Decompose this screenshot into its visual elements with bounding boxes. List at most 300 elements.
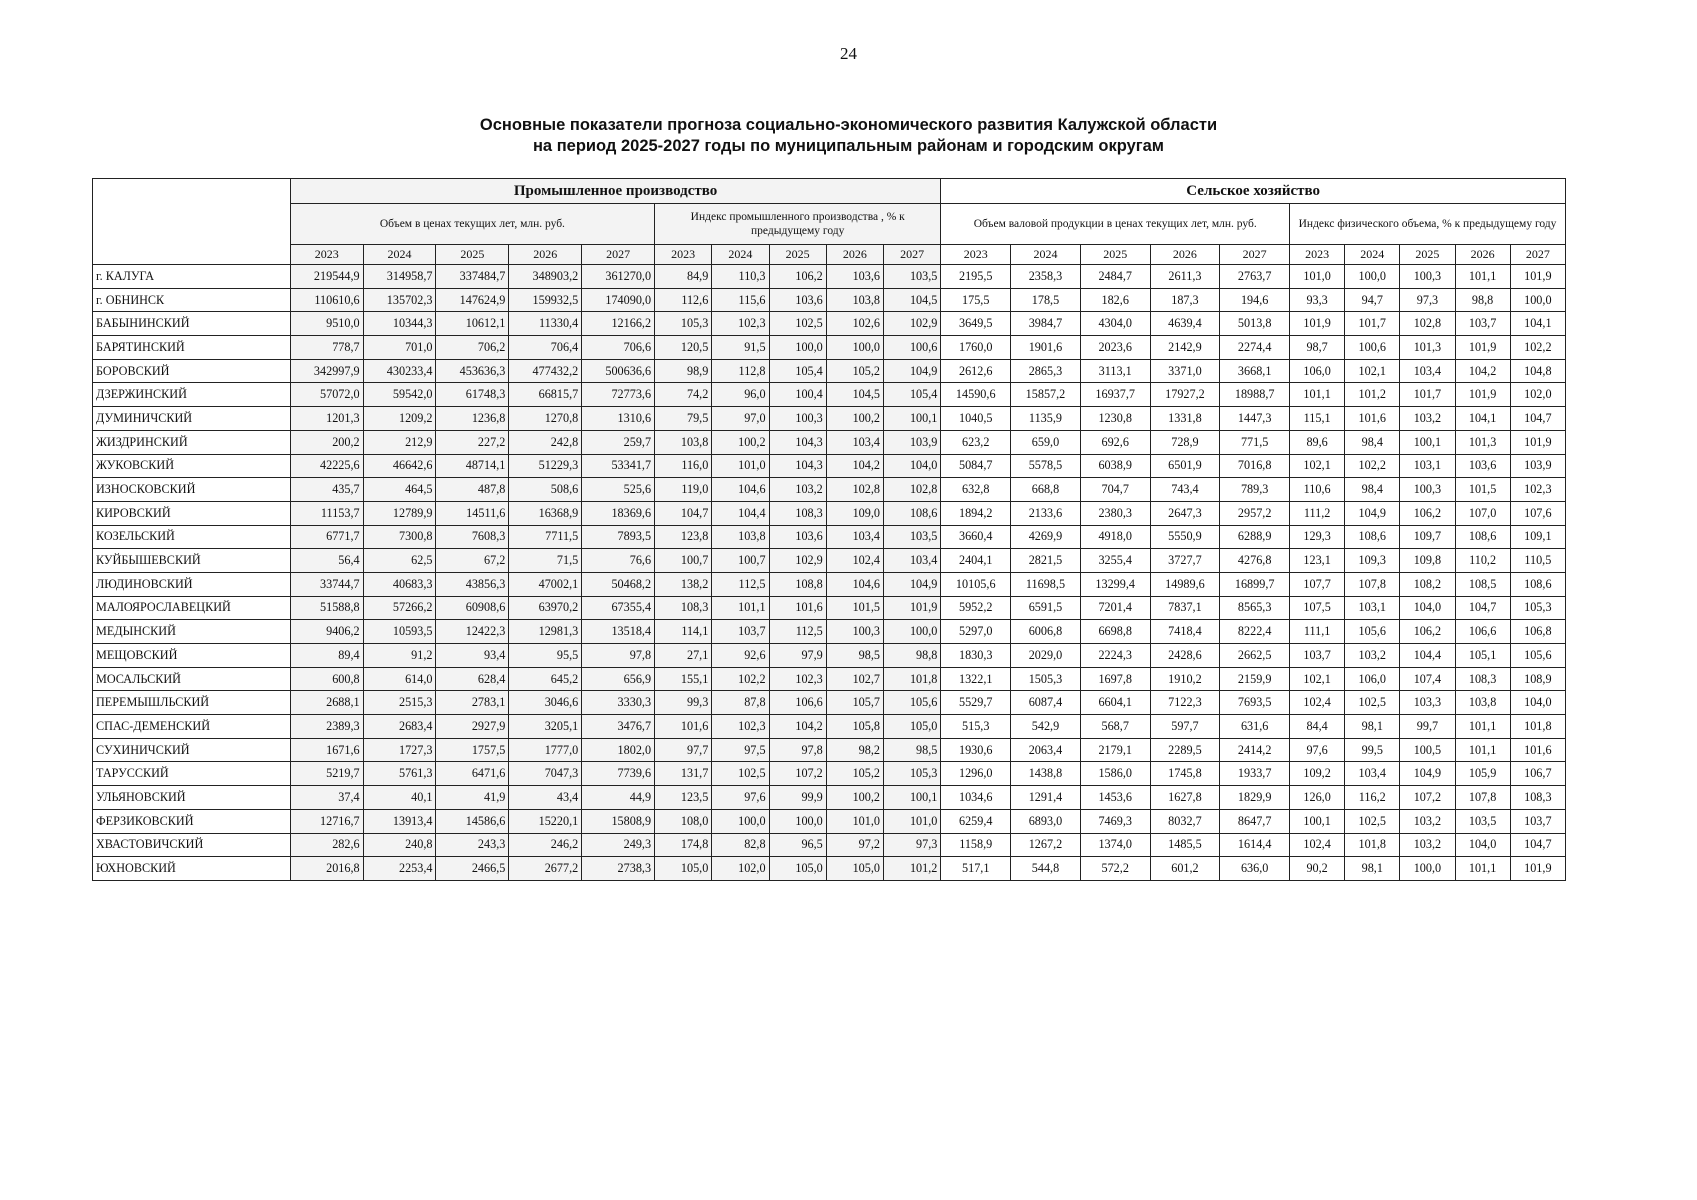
value-cell: 108,6 (1455, 525, 1510, 549)
value-cell: 1745,8 (1150, 762, 1220, 786)
value-cell: 97,6 (1290, 738, 1345, 762)
value-cell: 103,7 (1290, 644, 1345, 668)
value-cell: 568,7 (1080, 715, 1150, 739)
value-cell: 108,6 (884, 501, 941, 525)
value-cell: 243,3 (436, 833, 509, 857)
value-cell: 112,5 (712, 572, 769, 596)
value-cell: 108,8 (769, 572, 826, 596)
value-cell: 1322,1 (941, 667, 1011, 691)
value-cell: 110,2 (1455, 549, 1510, 573)
value-cell: 109,3 (1345, 549, 1400, 573)
value-cell: 97,6 (712, 786, 769, 810)
value-cell: 103,4 (826, 430, 883, 454)
year-header: 2025 (1080, 245, 1150, 265)
value-cell: 103,7 (1510, 809, 1565, 833)
value-cell: 107,0 (1455, 501, 1510, 525)
value-cell: 542,9 (1011, 715, 1081, 739)
value-cell: 1614,4 (1220, 833, 1290, 857)
industry-volume-header: Объем в ценах текущих лет, млн. руб. (290, 204, 654, 245)
value-cell: 9406,2 (290, 620, 363, 644)
value-cell: 102,3 (769, 667, 826, 691)
value-cell: 100,0 (884, 620, 941, 644)
value-cell: 174,8 (655, 833, 712, 857)
value-cell: 1158,9 (941, 833, 1011, 857)
value-cell: 101,9 (1455, 383, 1510, 407)
table-row (93, 762, 1566, 786)
value-cell: 636,0 (1220, 857, 1290, 881)
value-cell: 16899,7 (1220, 572, 1290, 596)
value-cell: 100,7 (655, 549, 712, 573)
document-title (0, 115, 1697, 157)
value-cell: 98,4 (1345, 430, 1400, 454)
value-cell: 5297,0 (941, 620, 1011, 644)
value-cell: 5761,3 (363, 762, 436, 786)
value-cell: 6087,4 (1011, 691, 1081, 715)
value-cell: 13518,4 (582, 620, 655, 644)
value-cell: 123,1 (1290, 549, 1345, 573)
year-header: 2023 (655, 245, 712, 265)
year-header: 2027 (582, 245, 655, 265)
value-cell: 728,9 (1150, 430, 1220, 454)
value-cell: 101,6 (1345, 407, 1400, 431)
value-cell: 67,2 (436, 549, 509, 573)
value-cell: 1438,8 (1011, 762, 1081, 786)
value-cell: 43,4 (509, 786, 582, 810)
value-cell: 175,5 (941, 288, 1011, 312)
value-cell: 1447,3 (1220, 407, 1290, 431)
value-cell: 101,2 (884, 857, 941, 881)
value-cell: 105,3 (884, 762, 941, 786)
value-cell: 71,5 (509, 549, 582, 573)
value-cell: 515,3 (941, 715, 1011, 739)
value-cell: 97,9 (769, 644, 826, 668)
value-cell: 42225,6 (290, 454, 363, 478)
value-cell: 104,6 (712, 478, 769, 502)
value-cell: 17927,2 (1150, 383, 1220, 407)
value-cell: 104,3 (769, 454, 826, 478)
year-header: 2024 (712, 245, 769, 265)
value-cell: 102,8 (826, 478, 883, 502)
year-header: 2026 (1150, 245, 1220, 265)
value-cell: 789,3 (1220, 478, 1290, 502)
value-cell: 102,4 (1290, 691, 1345, 715)
value-cell: 8565,3 (1220, 596, 1290, 620)
value-cell: 102,2 (1345, 454, 1400, 478)
value-cell: 2738,3 (582, 857, 655, 881)
value-cell: 15220,1 (509, 809, 582, 833)
value-cell: 103,8 (712, 525, 769, 549)
value-cell: 97,2 (826, 833, 883, 857)
value-cell: 600,8 (290, 667, 363, 691)
district-name: БАБЫНИНСКИЙ (93, 312, 291, 336)
value-cell: 98,4 (1345, 478, 1400, 502)
table-row (93, 336, 1566, 360)
value-cell: 103,6 (826, 265, 883, 289)
district-name: КИРОВСКИЙ (93, 501, 291, 525)
value-cell: 123,8 (655, 525, 712, 549)
value-cell: 3476,7 (582, 715, 655, 739)
value-cell: 106,7 (1510, 762, 1565, 786)
value-cell: 102,6 (826, 312, 883, 336)
value-cell: 103,2 (1400, 809, 1455, 833)
value-cell: 106,0 (1290, 359, 1345, 383)
value-cell: 67355,4 (582, 596, 655, 620)
table-row (93, 288, 1566, 312)
value-cell: 2404,1 (941, 549, 1011, 573)
value-cell: 1291,4 (1011, 786, 1081, 810)
table-row (93, 857, 1566, 881)
value-cell: 57266,2 (363, 596, 436, 620)
value-cell: 453636,3 (436, 359, 509, 383)
value-cell: 11698,5 (1011, 572, 1081, 596)
value-cell: 100,0 (1345, 265, 1400, 289)
value-cell: 107,4 (1400, 667, 1455, 691)
value-cell: 101,6 (769, 596, 826, 620)
value-cell: 1760,0 (941, 336, 1011, 360)
value-cell: 89,6 (1290, 430, 1345, 454)
value-cell: 105,2 (826, 359, 883, 383)
value-cell: 102,1 (1290, 454, 1345, 478)
value-cell: 120,5 (655, 336, 712, 360)
value-cell: 109,8 (1400, 549, 1455, 573)
value-cell: 337484,7 (436, 265, 509, 289)
value-cell: 104,5 (884, 288, 941, 312)
value-cell: 100,3 (769, 407, 826, 431)
value-cell: 10593,5 (363, 620, 436, 644)
value-cell: 525,6 (582, 478, 655, 502)
value-cell: 61748,3 (436, 383, 509, 407)
value-cell: 101,7 (1400, 383, 1455, 407)
value-cell: 103,6 (769, 525, 826, 549)
value-cell: 508,6 (509, 478, 582, 502)
value-cell: 242,8 (509, 430, 582, 454)
value-cell: 107,2 (1400, 786, 1455, 810)
value-cell: 200,2 (290, 430, 363, 454)
value-cell: 7837,1 (1150, 596, 1220, 620)
value-cell: 103,2 (1400, 833, 1455, 857)
table-row (93, 549, 1566, 573)
district-name: СУХИНИЧСКИЙ (93, 738, 291, 762)
value-cell: 7201,4 (1080, 596, 1150, 620)
value-cell: 14511,6 (436, 501, 509, 525)
value-cell: 100,0 (826, 336, 883, 360)
value-cell: 2662,5 (1220, 644, 1290, 668)
value-cell: 105,0 (826, 857, 883, 881)
value-cell: 108,3 (769, 501, 826, 525)
value-cell: 487,8 (436, 478, 509, 502)
value-cell: 101,6 (655, 715, 712, 739)
table-row (93, 383, 1566, 407)
value-cell: 1485,5 (1150, 833, 1220, 857)
value-cell: 771,5 (1220, 430, 1290, 454)
value-cell: 59542,0 (363, 383, 436, 407)
district-name: МАЛОЯРОСЛАВЕЦКИЙ (93, 596, 291, 620)
value-cell: 435,7 (290, 478, 363, 502)
value-cell: 12981,3 (509, 620, 582, 644)
value-cell: 116,0 (655, 454, 712, 478)
value-cell: 614,0 (363, 667, 436, 691)
value-cell: 259,7 (582, 430, 655, 454)
value-cell: 101,5 (826, 596, 883, 620)
value-cell: 129,3 (1290, 525, 1345, 549)
value-cell: 9510,0 (290, 312, 363, 336)
value-cell: 102,3 (712, 312, 769, 336)
value-cell: 2957,2 (1220, 501, 1290, 525)
value-cell: 105,6 (884, 691, 941, 715)
value-cell: 101,1 (1290, 383, 1345, 407)
value-cell: 3984,7 (1011, 312, 1081, 336)
value-cell: 104,3 (769, 430, 826, 454)
value-cell: 6893,0 (1011, 809, 1081, 833)
value-cell: 212,9 (363, 430, 436, 454)
district-name: БАРЯТИНСКИЙ (93, 336, 291, 360)
year-header: 2024 (1345, 245, 1400, 265)
value-cell: 4639,4 (1150, 312, 1220, 336)
value-cell: 7693,5 (1220, 691, 1290, 715)
value-cell: 93,3 (1290, 288, 1345, 312)
value-cell: 51229,3 (509, 454, 582, 478)
value-cell: 97,3 (884, 833, 941, 857)
value-cell: 103,2 (1400, 407, 1455, 431)
district-name: ДУМИНИЧСКИЙ (93, 407, 291, 431)
value-cell: 104,6 (826, 572, 883, 596)
value-cell: 100,0 (769, 809, 826, 833)
value-cell: 361270,0 (582, 265, 655, 289)
value-cell: 101,8 (1345, 833, 1400, 857)
value-cell: 103,8 (826, 288, 883, 312)
value-cell: 100,0 (712, 809, 769, 833)
value-cell: 2515,3 (363, 691, 436, 715)
value-cell: 102,9 (884, 312, 941, 336)
value-cell: 103,6 (769, 288, 826, 312)
value-cell: 109,2 (1290, 762, 1345, 786)
year-header: 2027 (884, 245, 941, 265)
value-cell: 84,4 (1290, 715, 1345, 739)
value-cell: 2179,1 (1080, 738, 1150, 762)
value-cell: 51588,8 (290, 596, 363, 620)
value-cell: 101,3 (1400, 336, 1455, 360)
value-cell: 628,4 (436, 667, 509, 691)
value-cell: 12422,3 (436, 620, 509, 644)
table-row (93, 430, 1566, 454)
value-cell: 194,6 (1220, 288, 1290, 312)
value-cell: 103,8 (1455, 691, 1510, 715)
agriculture-section-header: Сельское хозяйство (941, 179, 1566, 204)
value-cell: 72773,6 (582, 383, 655, 407)
value-cell: 623,2 (941, 430, 1011, 454)
year-header: 2024 (363, 245, 436, 265)
value-cell: 7300,8 (363, 525, 436, 549)
value-cell: 10612,1 (436, 312, 509, 336)
value-cell: 107,2 (769, 762, 826, 786)
value-cell: 517,1 (941, 857, 1011, 881)
value-cell: 14989,6 (1150, 572, 1220, 596)
value-cell: 6288,9 (1220, 525, 1290, 549)
value-cell: 6471,6 (436, 762, 509, 786)
value-cell: 99,3 (655, 691, 712, 715)
value-cell: 108,6 (1510, 572, 1565, 596)
value-cell: 101,0 (1290, 265, 1345, 289)
value-cell: 103,6 (1455, 454, 1510, 478)
year-header: 2023 (1290, 245, 1345, 265)
value-cell: 98,8 (884, 644, 941, 668)
value-cell: 701,0 (363, 336, 436, 360)
value-cell: 100,3 (1400, 265, 1455, 289)
table-row (93, 596, 1566, 620)
value-cell: 110,3 (712, 265, 769, 289)
value-cell: 7418,4 (1150, 620, 1220, 644)
value-cell: 15808,9 (582, 809, 655, 833)
year-header: 2026 (1455, 245, 1510, 265)
value-cell: 100,0 (1510, 288, 1565, 312)
value-cell: 348903,2 (509, 265, 582, 289)
value-cell: 1310,6 (582, 407, 655, 431)
value-cell: 108,0 (655, 809, 712, 833)
value-cell: 1209,2 (363, 407, 436, 431)
table-body (93, 265, 1566, 881)
value-cell: 2142,9 (1150, 336, 1220, 360)
value-cell: 3330,3 (582, 691, 655, 715)
value-cell: 131,7 (655, 762, 712, 786)
value-cell: 100,6 (1345, 336, 1400, 360)
value-cell: 101,1 (1455, 738, 1510, 762)
value-cell: 5550,9 (1150, 525, 1220, 549)
table-row (93, 738, 1566, 762)
value-cell: 1910,2 (1150, 667, 1220, 691)
value-cell: 104,7 (1510, 407, 1565, 431)
value-cell: 101,9 (884, 596, 941, 620)
district-name: ЖИЗДРИНСКИЙ (93, 430, 291, 454)
value-cell: 101,2 (1345, 383, 1400, 407)
district-header (93, 179, 291, 265)
value-cell: 112,6 (655, 288, 712, 312)
agriculture-volume-header: Объем валовой продукции в ценах текущих лет, млн. руб. (941, 204, 1290, 245)
value-cell: 98,5 (884, 738, 941, 762)
value-cell: 597,7 (1150, 715, 1220, 739)
value-cell: 97,7 (655, 738, 712, 762)
table-row (93, 786, 1566, 810)
district-name: ТАРУССКИЙ (93, 762, 291, 786)
value-cell: 2611,3 (1150, 265, 1220, 289)
value-cell: 108,3 (1510, 786, 1565, 810)
value-cell: 8647,7 (1220, 809, 1290, 833)
value-cell: 104,0 (1400, 596, 1455, 620)
value-cell: 16368,9 (509, 501, 582, 525)
value-cell: 74,2 (655, 383, 712, 407)
value-cell: 105,4 (769, 359, 826, 383)
value-cell: 2612,6 (941, 359, 1011, 383)
value-cell: 40683,3 (363, 572, 436, 596)
value-cell: 104,9 (1345, 501, 1400, 525)
value-cell: 1270,8 (509, 407, 582, 431)
value-cell: 16937,7 (1080, 383, 1150, 407)
agriculture-index-header: Индекс физического объема, % к предыдущему году (1290, 204, 1566, 245)
value-cell: 92,6 (712, 644, 769, 668)
value-cell: 100,6 (884, 336, 941, 360)
value-cell: 107,6 (1510, 501, 1565, 525)
value-cell: 102,2 (1510, 336, 1565, 360)
value-cell: 98,8 (1455, 288, 1510, 312)
value-cell: 60908,6 (436, 596, 509, 620)
value-cell: 147624,9 (436, 288, 509, 312)
value-cell: 104,5 (826, 383, 883, 407)
value-cell: 100,0 (1400, 857, 1455, 881)
value-cell: 102,8 (884, 478, 941, 502)
value-cell: 1727,3 (363, 738, 436, 762)
value-cell: 107,5 (1290, 596, 1345, 620)
value-cell: 101,6 (1510, 738, 1565, 762)
value-cell: 18988,7 (1220, 383, 1290, 407)
value-cell: 104,7 (1510, 833, 1565, 857)
value-cell: 98,9 (655, 359, 712, 383)
value-cell: 101,1 (712, 596, 769, 620)
table-row (93, 833, 1566, 857)
title-line-2: на период 2025-2027 годы по муниципальным районам и городским округам (532, 137, 1165, 155)
value-cell: 105,3 (655, 312, 712, 336)
value-cell: 105,8 (826, 715, 883, 739)
value-cell: 2927,9 (436, 715, 509, 739)
district-name: КОЗЕЛЬСКИЙ (93, 525, 291, 549)
value-cell: 2683,4 (363, 715, 436, 739)
value-cell: 10344,3 (363, 312, 436, 336)
value-cell: 5219,7 (290, 762, 363, 786)
value-cell: 342997,9 (290, 359, 363, 383)
value-cell: 572,2 (1080, 857, 1150, 881)
value-cell: 1505,3 (1011, 667, 1081, 691)
value-cell: 101,1 (1455, 265, 1510, 289)
value-cell: 7711,5 (509, 525, 582, 549)
value-cell: 6591,5 (1011, 596, 1081, 620)
value-cell: 2253,4 (363, 857, 436, 881)
value-cell: 103,5 (1455, 809, 1510, 833)
value-cell: 7469,3 (1080, 809, 1150, 833)
value-cell: 53341,7 (582, 454, 655, 478)
value-cell: 105,6 (1510, 644, 1565, 668)
value-cell: 104,4 (712, 501, 769, 525)
year-header: 2025 (769, 245, 826, 265)
value-cell: 135702,3 (363, 288, 436, 312)
value-cell: 2688,1 (290, 691, 363, 715)
value-cell: 3668,1 (1220, 359, 1290, 383)
value-cell: 7893,5 (582, 525, 655, 549)
district-name: ЛЮДИНОВСКИЙ (93, 572, 291, 596)
value-cell: 15857,2 (1011, 383, 1081, 407)
value-cell: 101,0 (826, 809, 883, 833)
value-cell: 100,4 (769, 383, 826, 407)
value-cell: 1829,9 (1220, 786, 1290, 810)
value-cell: 187,3 (1150, 288, 1220, 312)
value-cell: 1236,8 (436, 407, 509, 431)
value-cell: 119,0 (655, 478, 712, 502)
value-cell: 1040,5 (941, 407, 1011, 431)
value-cell: 104,9 (1400, 762, 1455, 786)
value-cell: 101,3 (1455, 430, 1510, 454)
value-cell: 13913,4 (363, 809, 436, 833)
value-cell: 99,9 (769, 786, 826, 810)
value-cell: 98,1 (1345, 715, 1400, 739)
value-cell: 246,2 (509, 833, 582, 857)
value-cell: 102,5 (712, 762, 769, 786)
value-cell: 91,5 (712, 336, 769, 360)
industry-index-header: Индекс промышленного производства , % к предыдущему году (655, 204, 941, 245)
year-header: 2027 (1510, 245, 1565, 265)
value-cell: 103,5 (884, 265, 941, 289)
value-cell: 2133,6 (1011, 501, 1081, 525)
value-cell: 102,3 (1510, 478, 1565, 502)
value-cell: 101,0 (712, 454, 769, 478)
value-cell: 601,2 (1150, 857, 1220, 881)
value-cell: 668,8 (1011, 478, 1081, 502)
